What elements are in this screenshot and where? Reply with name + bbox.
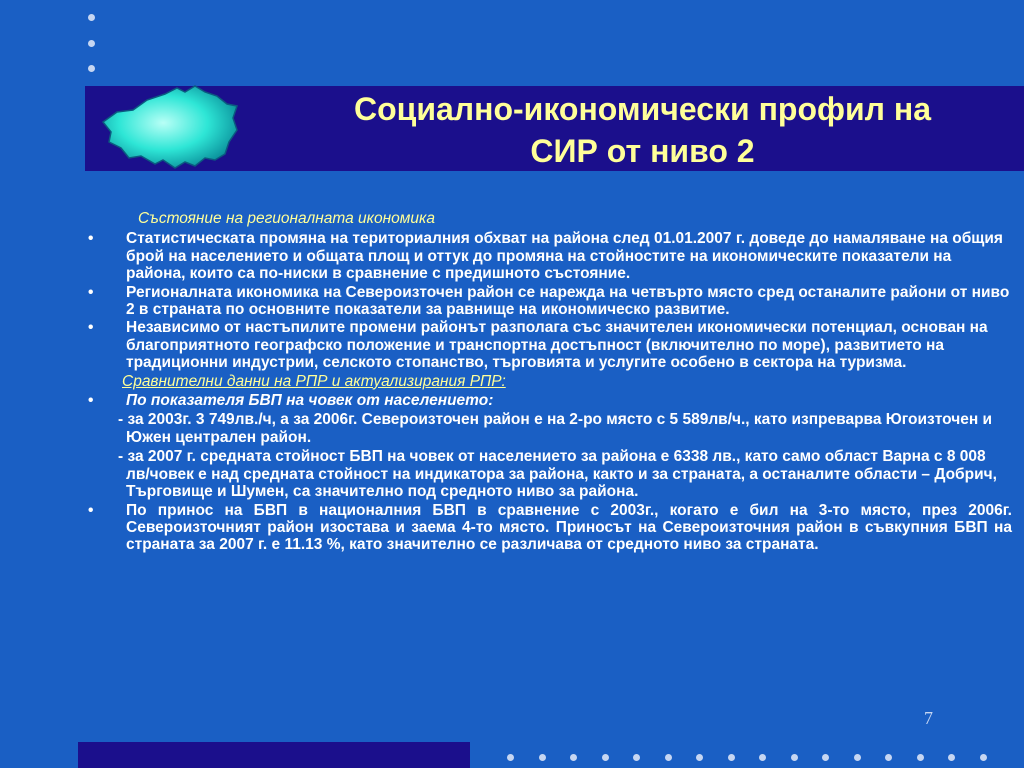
bullet-item xyxy=(0,319,1024,371)
bullet-mark: • xyxy=(88,392,94,410)
bullet-item xyxy=(0,502,1024,554)
gdp-heading: По показателя БВП на човек от населението: xyxy=(126,392,494,410)
bottom-bar xyxy=(78,742,470,768)
slide-content xyxy=(0,210,1024,554)
dot xyxy=(948,754,955,761)
section-heading-economy: Състояние на регионалната икономика xyxy=(138,210,435,227)
dot xyxy=(570,754,577,761)
bullet-text: Регионалната икономика на Североизточен район се нарежда на четвърто място сред останалите райони от ниво 2 в страната по основните показатели за равнище на икономическо развитие. xyxy=(126,283,1010,319)
dot xyxy=(791,754,798,761)
dot xyxy=(885,754,892,761)
dot xyxy=(759,754,766,761)
bullet-item xyxy=(0,392,1024,409)
dot xyxy=(854,754,861,761)
dot xyxy=(665,754,672,761)
dot xyxy=(507,754,514,761)
dot xyxy=(633,754,640,761)
title-line-2: СИР от ниво 2 xyxy=(530,133,755,169)
bullet-mark: • xyxy=(88,501,94,519)
bullet-text: По принос на БВП в националния БВП в сравнение с 2003г., когато е бил на 3-то място, през 2006г. Североизточният район изостава и заема 4-то място. Приносът на Североизточния район в съвкупния БВП на страната за 2007 г. е 11.13 %, като значително се различава от средното ниво за страната. xyxy=(126,501,1012,554)
sub-item-2003: - за 2003г. 3 749лв./ч, а за 2006г. Североизточен район е на 2-ро място с 5 589лв/ч., като изпреварва Югоизточен и Южен централен район. xyxy=(118,411,993,446)
bullet-text: Независимо от настъпилите промени районът разполага със значителен икономически потенциал, основан на благоприятното географско положение и транспортна достъпност (включително по море), развитието на традиционни индустрии, селското стопанство, търговията и услугите особено в сектора на туризма. xyxy=(126,319,988,372)
dot xyxy=(88,65,95,72)
dot xyxy=(917,754,924,761)
bullet-mark: • xyxy=(88,319,94,337)
dot xyxy=(602,754,609,761)
bullet-text: Статистическата промяна на териториалния обхват на района след 01.01.2007 г. доведе до намаляване на общия брой на населението и общата площ и оттук до промяна на стойностите на икономическите показатели на района, които са по-ниски в сравнение с предишното състояние. xyxy=(126,230,1003,283)
bullet-mark: • xyxy=(88,230,94,248)
bullet-item xyxy=(0,230,1024,282)
section-heading-comparison: Сравнителни данни на РПР и актуализирания РПР: xyxy=(122,372,506,390)
dot xyxy=(88,40,95,47)
dot xyxy=(539,754,546,761)
dot xyxy=(822,754,829,761)
sub-item-2007: - за 2007 г. средната стойност БВП на човек от населението за района е 6338 лв., като само област Варна с 8 008 лв/човек е над средната стойност на индикатора за района, както и за страната, а останалите области – Добрич, Търговище и Шумен, са значително под средното ниво за района. xyxy=(118,448,997,501)
dot xyxy=(696,754,703,761)
dot xyxy=(728,754,735,761)
page-title xyxy=(255,88,1024,172)
bullet-mark: • xyxy=(88,283,94,301)
dot xyxy=(980,754,987,761)
title-line-1: Социално-икономически профил на xyxy=(353,91,932,127)
region-map-icon xyxy=(95,82,245,174)
bullet-item xyxy=(0,284,1024,319)
dot xyxy=(88,14,95,21)
page-number: 7 xyxy=(924,708,933,728)
